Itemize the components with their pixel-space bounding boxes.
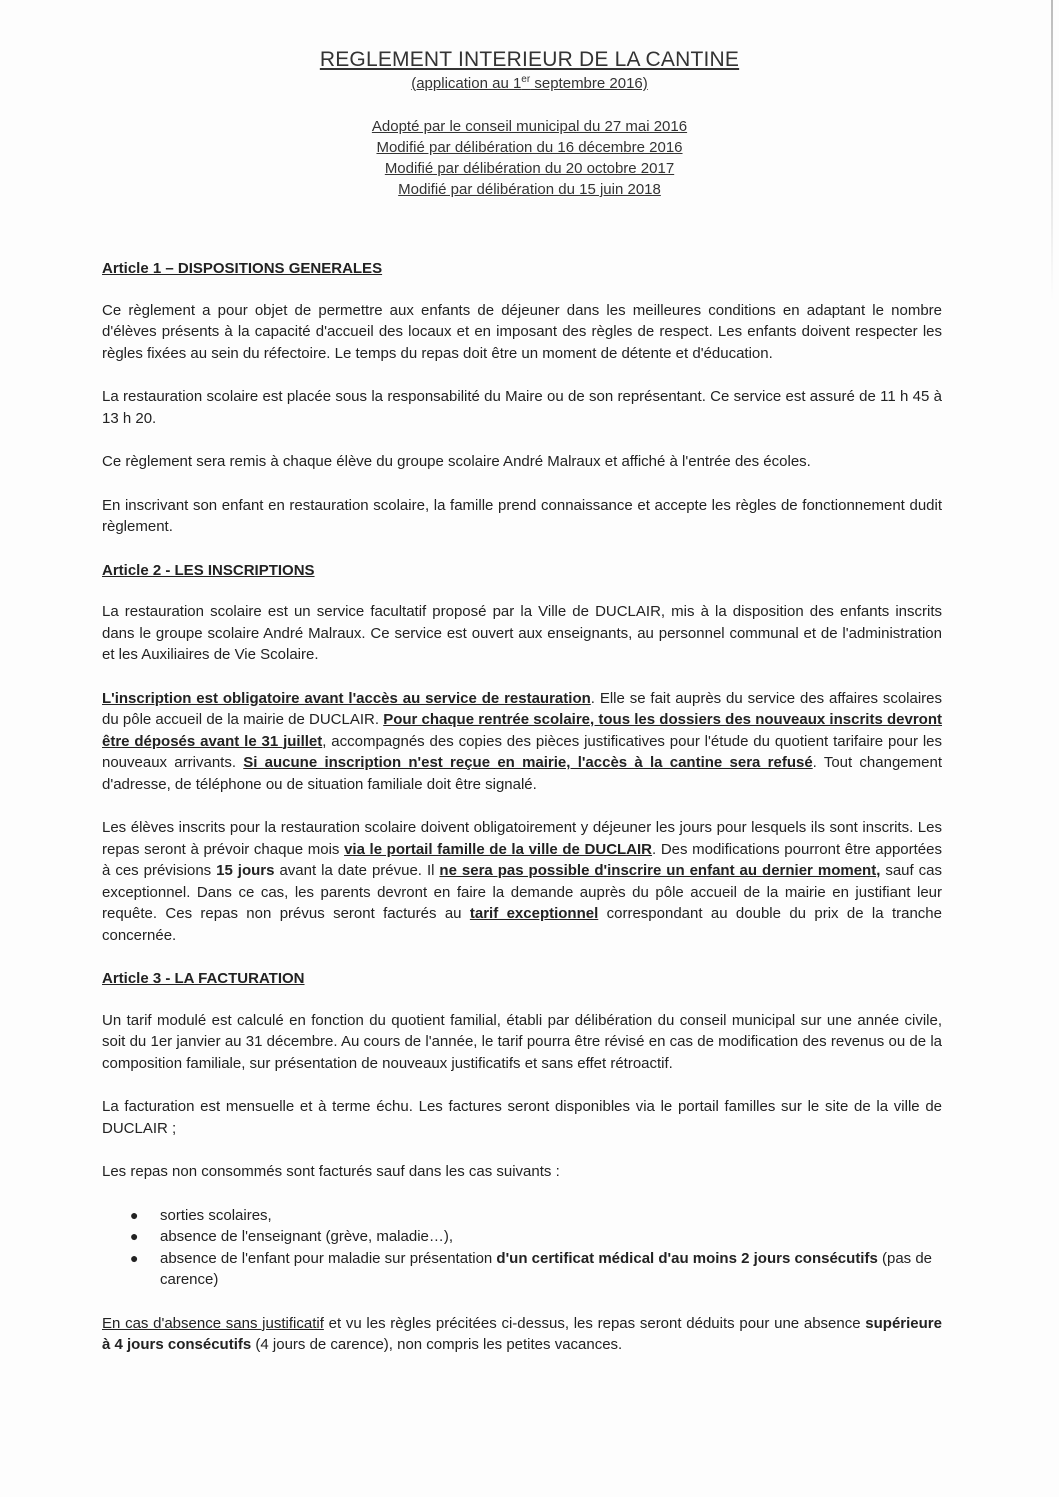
article-3-paragraph: Les repas non consommés sont facturés sauf dans les cas suivants : — [102, 1163, 560, 1180]
document-title: REGLEMENT INTERIEUR DE LA CANTINE — [319, 48, 740, 71]
article-2-title: Article 2 - LES INSCRIPTIONS — [102, 561, 315, 579]
emphasis-text: En cas d'absence sans justificatif — [102, 1314, 324, 1332]
emphasis-text: Pour chaque rentrée scolaire, tous les dossiers des nouveaux inscrits devront être déposés avant le 31 juillet — [102, 711, 942, 750]
bullet-icon: ● — [130, 1249, 139, 1266]
emphasis-text: Si aucune inscription n'est reçue en mairie, l'accès à la cantine sera refusé — [243, 754, 813, 771]
adoption-history — [0, 116, 1059, 200]
article-1-paragraph: Ce règlement sera remis à chaque élève du groupe scolaire André Malraux et affiché à l'entrée des écoles. — [102, 453, 811, 470]
list-item-text: (pas de carence) — [160, 1249, 933, 1288]
body-text: . Des modifications pourront être apportées à ces prévisions — [102, 840, 942, 879]
list-item-text: sorties scolaires, — [160, 1206, 272, 1224]
article-2-paragraph: La restauration scolaire est un service facultatif proposé par la Ville de DUCLAIR, mis à la disposition des enfants inscrits dans le groupe scolaire André Malraux. Ce service est ouvert aux enseignants, au personnel communal et de l'administration et les Auxiliaires de Vie Scolaire. — [102, 603, 942, 663]
subtitle-text-end: septembre 2016) — [530, 75, 648, 92]
list-item — [102, 1248, 942, 1291]
article-2-paragraph — [102, 688, 942, 796]
body-text: Les élèves inscrits pour la restauration scolaire doivent obligatoirement y déjeuner les jours pour lesquels ils sont inscrits. Les repas seront à prévoir chaque mois — [102, 819, 942, 858]
body-text: , accompagnés des copies des pièces justificatives pour l'étude du quotient tarifaire pour les nouveaux arrivants. — [102, 732, 943, 771]
article-1-paragraph: Ce règlement a pour objet de permettre aux enfants de déjeuner dans les meilleures conditions en adaptant le nombre d'élèves présents à la capacité d'accueil des locaux et en imposant des règles de respect. Les enfants doivent respecter les règles fixées au sein du réfectoire. Le temps du repas doit être un moment de détente et d'éducation. — [102, 301, 942, 362]
emphasis-text: d'un certificat médical d'au moins 2 jours consécutifs — [496, 1249, 878, 1267]
body-text: . Elle se fait auprès du service des affaires scolaires du pôle accueil de la mairie de DUCLAIR. — [102, 689, 943, 728]
document-header — [0, 48, 1059, 200]
article-3-title: Article 3 - LA FACTURATION — [102, 970, 305, 987]
body-text: sauf cas exceptionnel. Dans ce cas, les parents devront en faire la demande auprès du pôle accueil de la mairie en justifiant leur requête. Ces repas non prévus seront facturés au — [102, 862, 942, 922]
body-text: . Tout changement d'adresse, de téléphone ou de situation familiale doit être signalé. — [102, 754, 942, 793]
emphasis-text: supérieure à 4 jours consécutifs — [102, 1314, 942, 1353]
document-subtitle — [0, 74, 1059, 92]
list-item-text: absence de l'enseignant (grève, maladie…), — [160, 1228, 454, 1245]
emphasis-text: tarif exceptionnel — [469, 905, 599, 922]
bullet-icon: ● — [130, 1228, 139, 1244]
article-1-paragraph: La restauration scolaire est placée sous la responsabilité du Maire ou de son représentant. Ce service est assuré de 11 h 45 à 13 h 20. — [102, 388, 942, 427]
emphasis-text: ne sera pas possible d'inscrire un enfant au dernier moment, — [439, 862, 881, 879]
exception-list — [102, 1205, 942, 1291]
list-item-text: absence de l'enfant pour maladie sur présentation — [160, 1249, 497, 1267]
emphasis-text: via le portail famille de la ville de DUCLAIR — [344, 840, 653, 858]
body-text: correspondant au double du prix de la tranche concernée. — [102, 905, 942, 944]
body-text: et vu les règles précitées ci-dessus, les repas seront déduits pour une absence — [323, 1314, 866, 1332]
adoption-line: Modifié par délibération du 20 octobre 2017 — [384, 160, 675, 177]
adoption-line: Modifié par délibération du 15 juin 2018 — [398, 181, 661, 198]
adoption-line: Adopté par le conseil municipal du 27 mai 2016 — [371, 118, 688, 135]
article-3-paragraph: Un tarif modulé est calculé en fonction du quotient familial, établi par délibération du conseil municipal sur une année civile, soit du 1er janvier au 31 décembre. Au cours de l'année, le tarif pourra être révisé en cas de modification des revenus ou de la composition familiale, sur présentation de nouveaux justificatifs et sans effet rétroactif. — [102, 1011, 942, 1072]
article-1-paragraph: En inscrivant son enfant en restauration scolaire, la famille prend connaissance et accepte les règles de fonctionnement dudit règlement. — [102, 496, 942, 535]
subtitle-superscript: er — [521, 74, 531, 85]
article-3-paragraph: La facturation est mensuelle et à terme échu. Les factures seront disponibles via le portail familles sur le site de la ville de DUCLAIR ; — [102, 1098, 942, 1137]
article-1-title: Article 1 – DISPOSITIONS GENERALES — [102, 260, 383, 277]
document-body — [102, 258, 942, 1356]
article-2-paragraph — [102, 817, 942, 946]
emphasis-text: 15 jours — [216, 862, 275, 879]
subtitle-text-start: (application au 1 — [411, 75, 522, 92]
body-text: (4 jours de carence), non compris les petites vacances. — [251, 1336, 623, 1353]
adoption-line: Modifié par délibération du 16 décembre 2016 — [376, 139, 683, 156]
body-text: avant la date prévue. Il — [274, 862, 440, 879]
list-item — [102, 1226, 942, 1248]
article-3-paragraph — [102, 1313, 942, 1356]
emphasis-text: L'inscription est obligatoire avant l'accès au service de restauration — [102, 689, 591, 707]
list-item — [102, 1205, 942, 1227]
bullet-icon: ● — [130, 1206, 139, 1223]
